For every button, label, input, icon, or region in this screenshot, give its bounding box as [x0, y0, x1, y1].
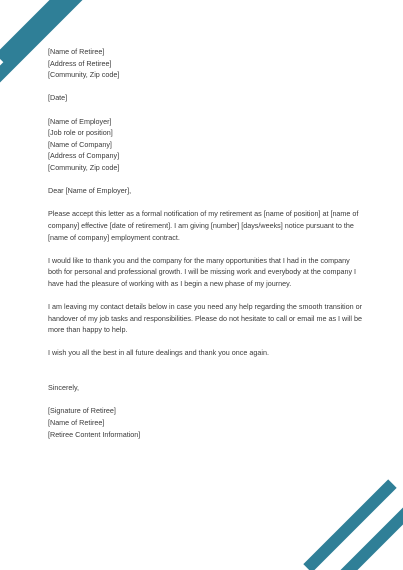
paragraph-line: [name of company] employment contract.: [48, 232, 180, 242]
paragraph-3: [48, 301, 363, 336]
closing: Sincerely,: [48, 383, 80, 393]
paragraph-line: more than happy to help.: [48, 325, 128, 335]
salutation: Dear [Name of Employer],: [48, 186, 132, 196]
signature-line: [Name of Retiree]: [48, 418, 105, 427]
paragraph-line: Please accept this letter as a formal notification of my retirement as [name of position] at [name of: [48, 209, 359, 219]
paragraph-line: company] effective [date of retirement]. I am giving [number] [days/weeks] notice pursuant to the: [48, 220, 354, 230]
paragraph-1: [48, 208, 358, 243]
signature-block: [48, 405, 358, 440]
date-block: [48, 92, 358, 104]
sender-line: [Community, Zip code]: [48, 70, 120, 80]
paragraph-line: have had the pleasure of working with as I begin a new phase of my journey.: [48, 278, 292, 288]
signature-line: [Retiree Content Information]: [48, 429, 141, 439]
paragraph-4: [48, 347, 358, 359]
signature-line: [Signature of Retiree]: [48, 406, 116, 416]
decorative-stripe-bottom-1: [303, 479, 396, 570]
recipient-line: [Community, Zip code]: [48, 162, 120, 172]
paragraph-line: both for personal and professional growth. I will be missing work and everybody at the company I: [48, 267, 357, 277]
sender-line: [Name of Retiree]: [48, 47, 105, 56]
paragraph-line: I would like to thank you and the company for the many opportunities that I had in the company: [48, 255, 350, 265]
closing-block: [48, 382, 358, 394]
paragraph-2: [48, 255, 358, 290]
paragraph-line: I wish you all the best in all future dealings and thank you once again.: [48, 348, 269, 358]
salutation-block: [48, 185, 358, 197]
recipient-line: [Address of Company]: [48, 151, 120, 161]
letter-date: [Date]: [48, 93, 68, 103]
letter-body: [48, 46, 363, 452]
paragraph-line: I am leaving my contact details below in case you need any help regarding the smooth transition or: [48, 302, 363, 312]
recipient-line: [Name of Company]: [48, 139, 112, 149]
sender-address: [48, 46, 358, 81]
recipient-line: [Job role or position]: [48, 128, 113, 138]
sender-line: [Address of Retiree]: [48, 58, 112, 68]
recipient-line: [Name of Employer]: [48, 116, 112, 126]
recipient-address: [48, 116, 358, 174]
paragraph-line: handover of my job tasks and responsibilities. Please do not hesitate to call or email me as I will be: [48, 313, 363, 323]
